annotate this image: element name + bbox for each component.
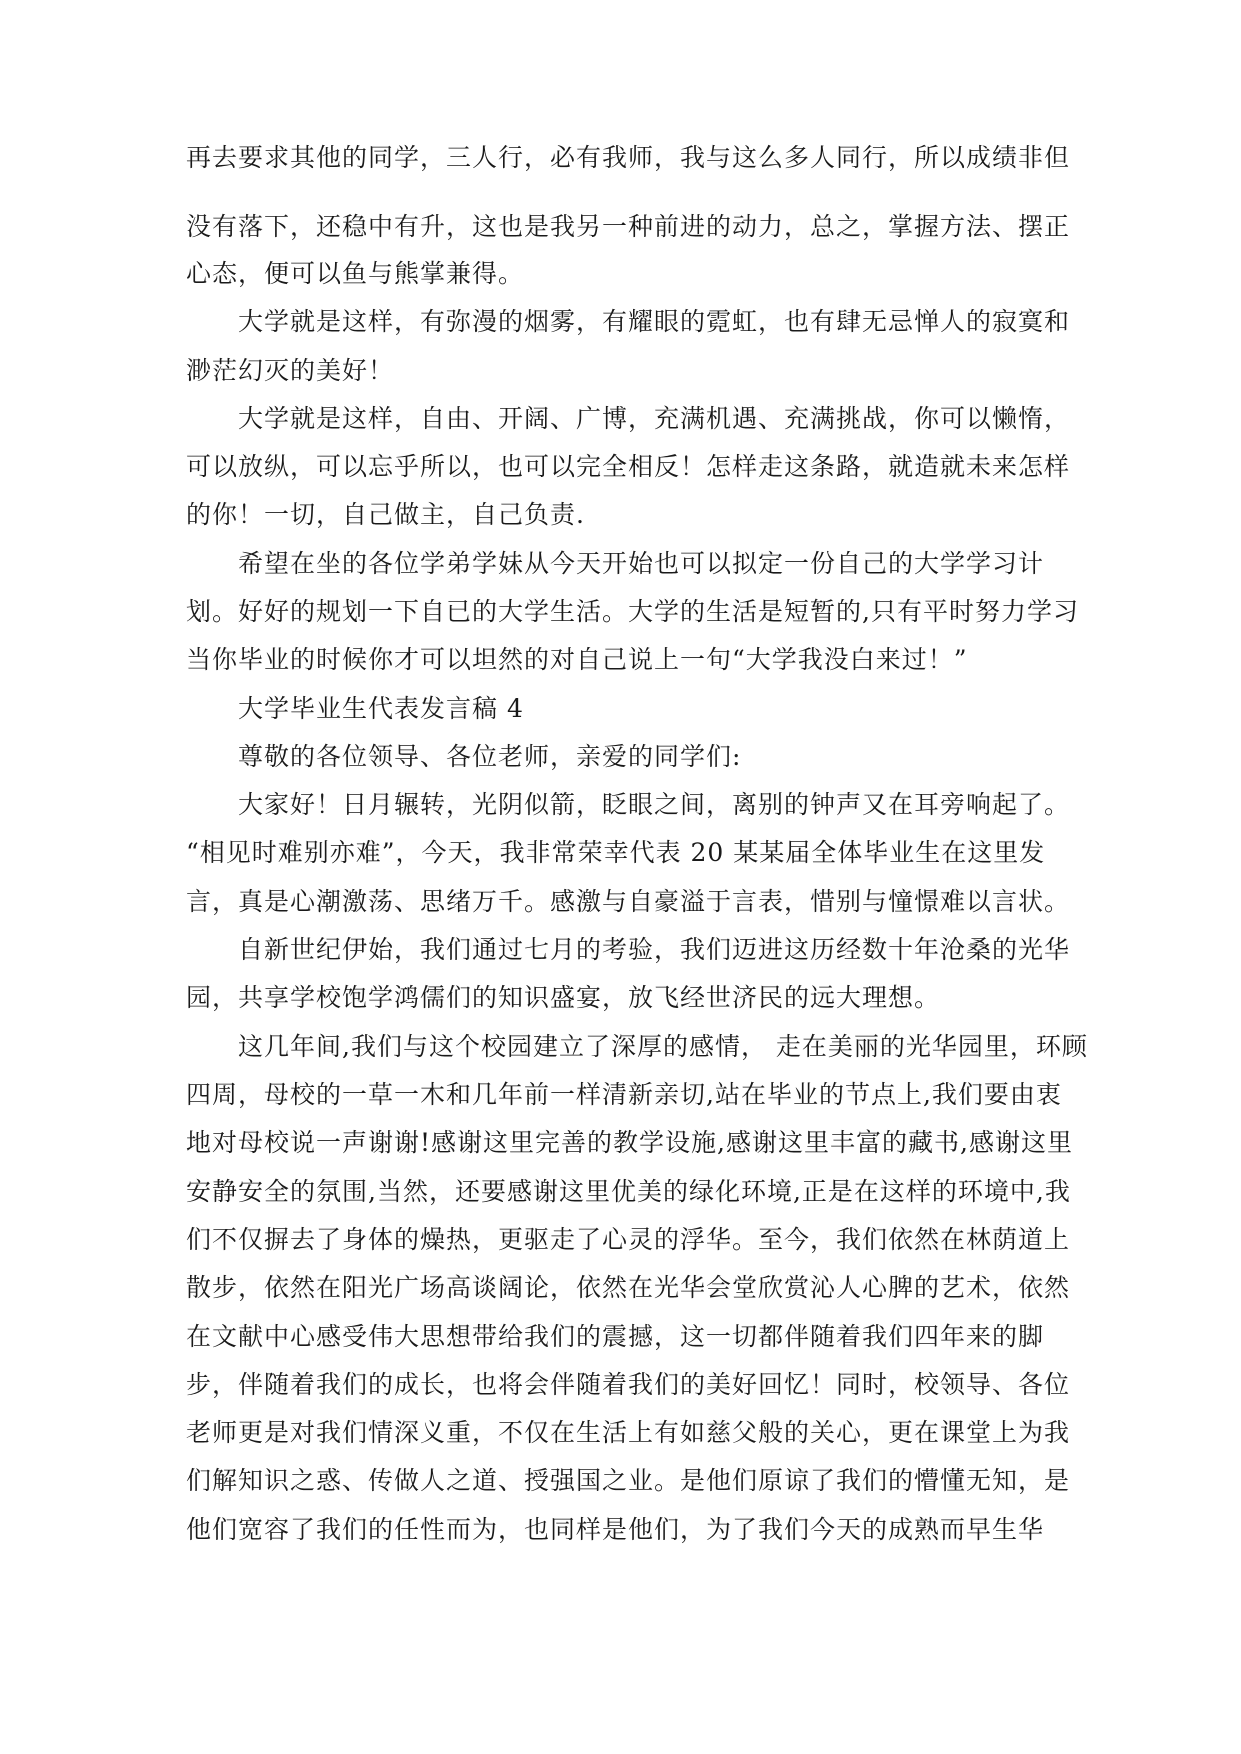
text-line: 自新世纪伊始，我们通过七月的考验，我们迈进这历经数十年沧桑的光华	[238, 935, 1071, 964]
text-line: 散步，依然在阳光广场高谈阔论，依然在光华会堂欣赏沁人心脾的艺术，依然	[186, 1273, 1071, 1302]
text-line: 的你！一切，自己做主，自己负责.	[186, 500, 585, 529]
text-line: 当你毕业的时候你才可以坦然的对自己说上一句“大学我没白来过！”	[186, 645, 968, 674]
text-line: 大家好！日月辗转，光阴似箭，眨眼之间，离别的钟声又在耳旁响起了。	[238, 790, 1071, 819]
text-line: 步，伴随着我们的成长，也将会伴随着我们的美好回忆！同时，校领导、各位	[186, 1370, 1071, 1399]
text-line: 渺茫幻灭的美好！	[186, 356, 395, 385]
text-line: 在文献中心感受伟大思想带给我们的震撼，这一切都伴随着我们四年来的脚	[186, 1322, 1045, 1351]
text-line: 大学就是这样，自由、开阔、广博，充满机遇、充满挑战，你可以懒惰，	[238, 404, 1071, 433]
text-line: 可以放纵，可以忘乎所以，也可以完全相反！怎样走这条路，就造就未来怎样	[186, 452, 1071, 481]
text-line: 尊敬的各位领导、各位老师，亲爱的同学们:	[238, 742, 742, 771]
text-line: 四周，母校的一草一木和几年前一样清新亲切,站在毕业的节点上,我们要由衷	[186, 1080, 1062, 1109]
text-line: 老师更是对我们情深义重，不仅在生活上有如慈父般的关心，更在课堂上为我	[186, 1418, 1071, 1447]
text-line: 安静安全的氛围,当然，还要感谢这里优美的绿化环境,正是在这样的环境中,我	[186, 1177, 1071, 1206]
text-line: 们解知识之惑、传做人之道、授强国之业。是他们原谅了我们的懵懂无知，是	[186, 1466, 1071, 1495]
text-line: 地对母校说一声谢谢!感谢这里完善的教学设施,感谢这里丰富的藏书,感谢这里	[186, 1128, 1073, 1157]
text-line: 们不仅摒去了身体的燥热，更驱走了心灵的浮华。至今，我们依然在林荫道上	[186, 1225, 1071, 1254]
text-line: 希望在坐的各位学弟学妹从今天开始也可以拟定一份自己的大学学习计	[238, 549, 1045, 578]
text-line: 没有落下，还稳中有升，这也是我另一种前进的动力，总之，掌握方法、摆正	[186, 212, 1071, 241]
text-line: 这几年间,我们与这个校园建立了深厚的感情， 走在美丽的光华园里，环顾	[238, 1032, 1088, 1061]
section-heading: 大学毕业生代表发言稿 4	[238, 694, 524, 723]
text-line: 心态，便可以鱼与熊掌兼得。	[186, 259, 525, 288]
text-line: 再去要求其他的同学，三人行，必有我师，我与这么多人同行，所以成绩非但	[186, 143, 1071, 172]
text-line: 大学就是这样，有弥漫的烟雾，有耀眼的霓虹，也有肆无忌惮人的寂寞和	[238, 307, 1071, 336]
text-line: 言，真是心潮激荡、思绪万千。感激与自豪溢于言表，惜别与憧憬难以言状。	[186, 887, 1071, 916]
text-line: 划。好好的规划一下自已的大学生活。大学的生活是短暂的,只有平时努力学习	[186, 597, 1079, 626]
text-line: 他们宽容了我们的任性而为，也同样是他们，为了我们今天的成熟而早生华	[186, 1515, 1045, 1544]
text-line: “相见时难别亦难”，今天，我非常荣幸代表 20 某某届全体毕业生在这里发	[186, 838, 1046, 867]
text-line: 园，共享学校饱学鸿儒们的知识盛宴，放飞经世济民的远大理想。	[186, 983, 941, 1012]
